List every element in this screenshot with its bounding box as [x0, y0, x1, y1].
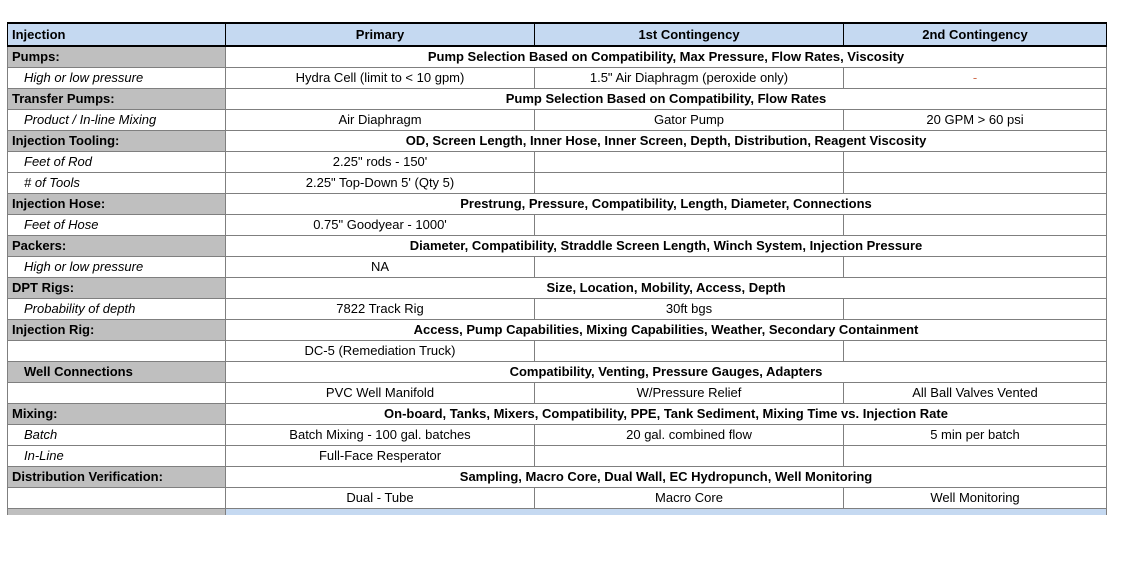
row-label-cell[interactable] — [8, 383, 226, 404]
table-row — [8, 257, 1107, 278]
injection-table — [7, 22, 1107, 515]
second-contingency-cell[interactable]: 20 GPM > 60 psi — [844, 110, 1107, 131]
table-row — [8, 152, 1107, 173]
partial-cell — [226, 509, 1107, 516]
category-row — [8, 236, 1107, 257]
first-contingency-cell[interactable] — [535, 341, 844, 362]
second-contingency-cell[interactable]: 5 min per batch — [844, 425, 1107, 446]
second-contingency-cell[interactable] — [844, 152, 1107, 173]
second-contingency-cell[interactable] — [844, 446, 1107, 467]
category-label[interactable]: Pumps: — [8, 46, 226, 68]
table-row — [8, 215, 1107, 236]
category-criteria[interactable]: Compatibility, Venting, Pressure Gauges, Adapters — [226, 362, 1107, 383]
row-label-cell[interactable]: Feet of Hose — [8, 215, 226, 236]
category-label[interactable]: Well Connections — [8, 362, 226, 383]
first-contingency-cell[interactable] — [535, 215, 844, 236]
first-contingency-cell[interactable] — [535, 257, 844, 278]
category-criteria[interactable]: On-board, Tanks, Mixers, Compatibility, PPE, Tank Sediment, Mixing Time vs. Injection Rate — [226, 404, 1107, 425]
primary-cell[interactable]: PVC Well Manifold — [226, 383, 535, 404]
category-label[interactable]: Mixing: — [8, 404, 226, 425]
category-row — [8, 404, 1107, 425]
category-row — [8, 89, 1107, 110]
second-contingency-cell[interactable]: - — [844, 68, 1107, 89]
category-label[interactable]: Injection Hose: — [8, 194, 226, 215]
category-row — [8, 362, 1107, 383]
primary-cell[interactable]: 0.75" Goodyear - 1000' — [226, 215, 535, 236]
row-label-cell[interactable]: Feet of Rod — [8, 152, 226, 173]
header-primary[interactable]: Primary — [226, 23, 535, 46]
partial-cell — [8, 509, 226, 516]
second-contingency-cell[interactable]: All Ball Valves Vented — [844, 383, 1107, 404]
category-row — [8, 467, 1107, 488]
primary-cell[interactable]: Dual - Tube — [226, 488, 535, 509]
second-contingency-cell[interactable] — [844, 299, 1107, 320]
category-criteria[interactable]: Access, Pump Capabilities, Mixing Capabilities, Weather, Secondary Containment — [226, 320, 1107, 341]
second-contingency-cell[interactable] — [844, 173, 1107, 194]
first-contingency-cell[interactable] — [535, 173, 844, 194]
table-row — [8, 110, 1107, 131]
second-contingency-cell[interactable] — [844, 215, 1107, 236]
primary-cell[interactable]: 2.25" rods - 150' — [226, 152, 535, 173]
primary-cell[interactable]: Batch Mixing - 100 gal. batches — [226, 425, 535, 446]
table-row — [8, 488, 1107, 509]
first-contingency-cell[interactable]: Macro Core — [535, 488, 844, 509]
category-criteria[interactable]: Sampling, Macro Core, Dual Wall, EC Hydropunch, Well Monitoring — [226, 467, 1107, 488]
table-row — [8, 446, 1107, 467]
row-label-cell[interactable]: Batch — [8, 425, 226, 446]
header-injection[interactable]: Injection — [8, 23, 226, 46]
primary-cell[interactable]: Hydra Cell (limit to < 10 gpm) — [226, 68, 535, 89]
first-contingency-cell[interactable]: 30ft bgs — [535, 299, 844, 320]
primary-cell[interactable]: DC-5 (Remediation Truck) — [226, 341, 535, 362]
table-row — [8, 68, 1107, 89]
first-contingency-cell[interactable]: Gator Pump — [535, 110, 844, 131]
row-label-cell[interactable]: # of Tools — [8, 173, 226, 194]
first-contingency-cell[interactable] — [535, 446, 844, 467]
category-criteria[interactable]: Diameter, Compatibility, Straddle Screen Length, Winch System, Injection Pressure — [226, 236, 1107, 257]
table-row — [8, 173, 1107, 194]
first-contingency-cell[interactable]: W/Pressure Relief — [535, 383, 844, 404]
category-label[interactable]: Injection Tooling: — [8, 131, 226, 152]
category-row — [8, 194, 1107, 215]
table-row-partial — [8, 509, 1107, 516]
row-label-cell[interactable] — [8, 341, 226, 362]
primary-cell[interactable]: NA — [226, 257, 535, 278]
category-criteria[interactable]: Prestrung, Pressure, Compatibility, Length, Diameter, Connections — [226, 194, 1107, 215]
category-criteria[interactable]: OD, Screen Length, Inner Hose, Inner Screen, Depth, Distribution, Reagent Viscosity — [226, 131, 1107, 152]
header-first-contingency[interactable]: 1st Contingency — [535, 23, 844, 46]
category-row — [8, 46, 1107, 68]
header-row — [8, 23, 1107, 46]
row-label-cell[interactable]: In-Line — [8, 446, 226, 467]
table-row — [8, 383, 1107, 404]
row-label-cell[interactable] — [8, 488, 226, 509]
category-label[interactable]: Distribution Verification: — [8, 467, 226, 488]
category-label[interactable]: Packers: — [8, 236, 226, 257]
primary-cell[interactable]: Full-Face Resperator — [226, 446, 535, 467]
category-label[interactable]: DPT Rigs: — [8, 278, 226, 299]
first-contingency-cell[interactable]: 1.5" Air Diaphragm (peroxide only) — [535, 68, 844, 89]
second-contingency-cell[interactable]: Well Monitoring — [844, 488, 1107, 509]
row-label-cell[interactable]: Product / In-line Mixing — [8, 110, 226, 131]
header-second-contingency[interactable]: 2nd Contingency — [844, 23, 1107, 46]
table-row — [8, 299, 1107, 320]
category-label[interactable]: Injection Rig: — [8, 320, 226, 341]
category-criteria[interactable]: Pump Selection Based on Compatibility, Max Pressure, Flow Rates, Viscosity — [226, 46, 1107, 68]
row-label-cell[interactable]: Probability of depth — [8, 299, 226, 320]
category-row — [8, 320, 1107, 341]
category-criteria[interactable]: Pump Selection Based on Compatibility, Flow Rates — [226, 89, 1107, 110]
row-label-cell[interactable]: High or low pressure — [8, 68, 226, 89]
row-label-cell[interactable]: High or low pressure — [8, 257, 226, 278]
second-contingency-cell[interactable] — [844, 341, 1107, 362]
primary-cell[interactable]: 2.25" Top-Down 5' (Qty 5) — [226, 173, 535, 194]
table-row — [8, 425, 1107, 446]
category-row — [8, 131, 1107, 152]
primary-cell[interactable]: 7822 Track Rig — [226, 299, 535, 320]
second-contingency-cell[interactable] — [844, 257, 1107, 278]
category-row — [8, 278, 1107, 299]
category-criteria[interactable]: Size, Location, Mobility, Access, Depth — [226, 278, 1107, 299]
category-label[interactable]: Transfer Pumps: — [8, 89, 226, 110]
primary-cell[interactable]: Air Diaphragm — [226, 110, 535, 131]
first-contingency-cell[interactable]: 20 gal. combined flow — [535, 425, 844, 446]
table-body — [8, 46, 1107, 515]
first-contingency-cell[interactable] — [535, 152, 844, 173]
table-row — [8, 341, 1107, 362]
